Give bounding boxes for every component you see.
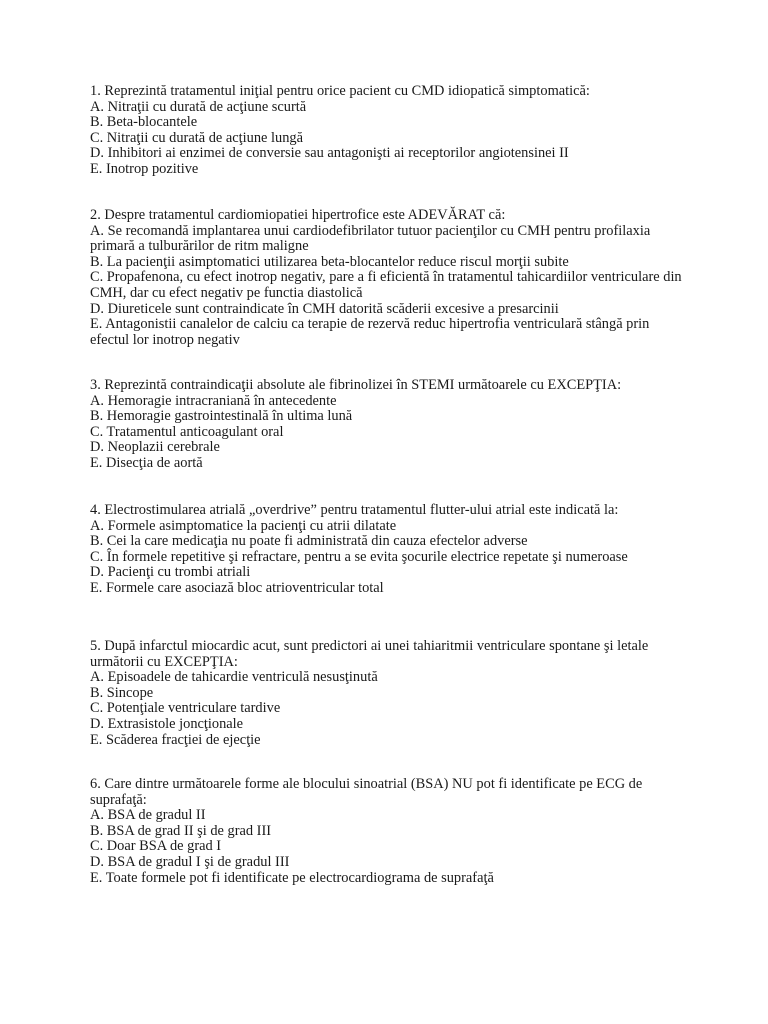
question-text: 3. Reprezintă contraindicaţii absolute ale fibrinolizei în STEMI următoarele cu EXCEPŢIA:: [90, 377, 622, 393]
option-a: A. Se recomandă implantarea unui cardiodefibrilator tutuor pacienţilor cu CMH pentru profilaxia primară a tulburărilor de ritm maligne: [90, 222, 651, 255]
option-c: C. Doar BSA de grad I: [90, 838, 222, 855]
option-e: E. Scăderea fracţiei de ejecţie: [90, 731, 261, 748]
option-b: B. Sincope: [90, 684, 154, 701]
question-4: [90, 503, 628, 597]
option-e: E. Formele care asociază bloc atrioventricular total: [90, 579, 384, 596]
question-text: 6. Care dintre următoarele forme ale blocului sinoatrial (BSA) NU pot fi identificate pe ECG de suprafaţă:: [90, 776, 643, 808]
question-2: [90, 208, 690, 348]
option-list: [90, 100, 590, 178]
option-a: A. Formele asimptomatice la pacienţi cu atrii dilatate: [90, 517, 397, 534]
option-e: E. Inotrop pozitive: [90, 160, 199, 177]
option-e: E. Toate formele pot fi identificate pe electrocardiograma de suprafaţă: [90, 869, 494, 886]
option-b: B. Beta-blocantele: [90, 114, 198, 131]
option-a: A. Episoadele de tahicardie ventriculă nesusţinută: [90, 669, 378, 686]
option-d: D. Neoplazii cerebrale: [90, 439, 220, 456]
option-b: B. BSA de grad II şi de grad III: [90, 822, 272, 839]
question-3: [90, 378, 621, 472]
option-a: A. Hemoragie intracraniană în antecedente: [90, 392, 337, 409]
option-c: C. Propafenona, cu efect inotrop negativ, pare a fi eficientă în tratamentul tahicardiilor ventriculare din CMH, dar cu efect negativ pe functia diastolică: [90, 269, 682, 301]
option-d: D. Diureticele sunt contraindicate în CMH datorită scăderii excesive a presarcinii: [90, 300, 559, 317]
option-d: D. Inhibitori ai enzimei de conversie sau antagonişti ai receptorilor angiotensinei II: [90, 145, 569, 162]
option-e: E. Antagonistii canalelor de calciu ca terapie de rezervă reduc hipertrofia ventriculară stângă prin efectul lor inotrop negativ: [90, 316, 650, 348]
option-c: C. Tratamentul anticoagulant oral: [90, 423, 284, 440]
option-list: [90, 519, 628, 597]
question-text: 4. Electrostimularea atrială „overdrive” pentru tratamentul flutter-ului atrial este indicată la:: [90, 502, 619, 518]
option-c: C. În formele repetitive şi refractare, pentru a se evita şocurile electrice repetate şi numeroase: [90, 548, 628, 565]
question-5: [90, 639, 690, 748]
question-6: [90, 777, 690, 886]
option-b: B. La pacienţii asimptomatici utilizarea beta-blocantelor reduce riscul morţii subite: [90, 253, 569, 270]
option-a: A. BSA de gradul II: [90, 807, 206, 824]
option-list: [90, 670, 690, 748]
option-list: [90, 224, 690, 349]
option-e: E. Disecţia de aortă: [90, 454, 203, 471]
question-1: [90, 84, 590, 178]
option-c: C. Nitraţii cu durată de acţiune lungă: [90, 129, 303, 146]
option-d: D. Extrasistole joncţionale: [90, 715, 244, 732]
question-text: 2. Despre tratamentul cardiomiopatiei hipertrofice este ADEVĂRAT că:: [90, 207, 506, 223]
option-a: A. Nitraţii cu durată de acţiune scurtă: [90, 98, 307, 115]
option-d: D. Pacienţi cu trombi atriali: [90, 564, 251, 581]
option-b: B. Hemoragie gastrointestinală în ultima lună: [90, 408, 353, 425]
option-b: B. Cei la care medicaţia nu poate fi administrată din cauza efectelor adverse: [90, 533, 528, 550]
option-c: C. Potenţiale ventriculare tardive: [90, 700, 281, 717]
option-d: D. BSA de gradul I şi de gradul III: [90, 853, 290, 870]
question-text: 5. După infarctul miocardic acut, sunt predictori ai unei tahiaritmii ventriculare spontane şi letale următorii cu EXCEPŢIA:: [90, 638, 649, 670]
option-list: [90, 808, 690, 886]
option-list: [90, 394, 621, 472]
question-text: 1. Reprezintă tratamentul iniţial pentru orice pacient cu CMD idiopatică simptomatică:: [90, 83, 590, 99]
